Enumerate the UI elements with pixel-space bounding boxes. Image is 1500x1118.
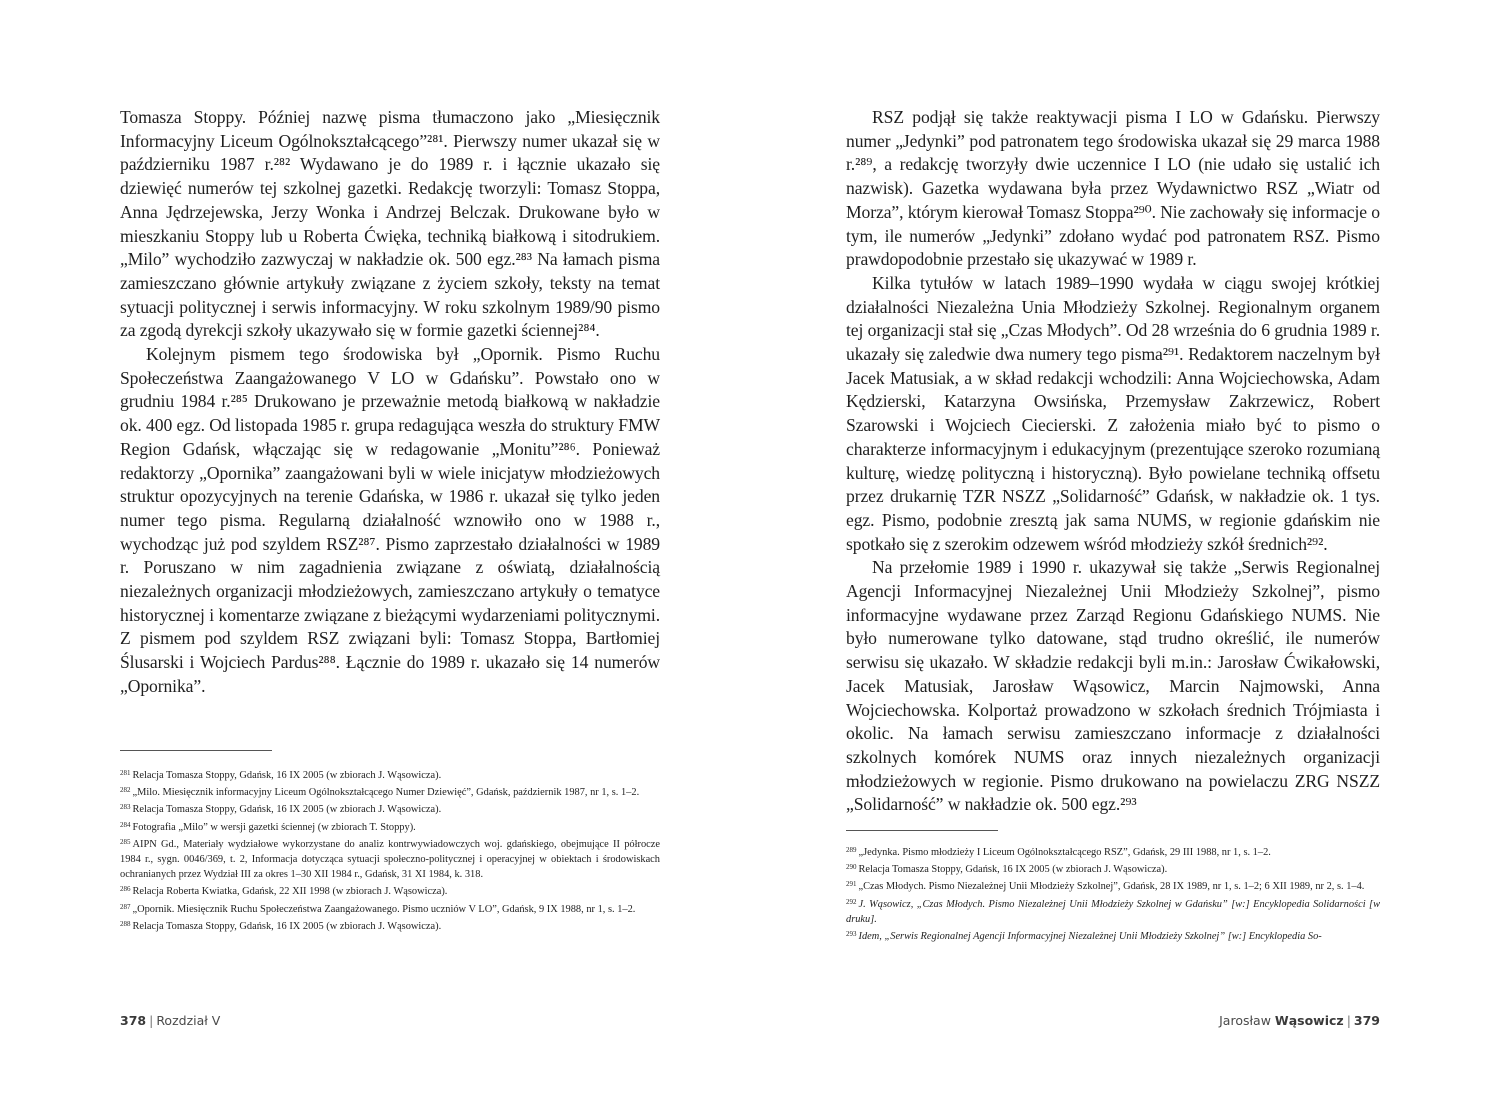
footnote-number: 287 — [120, 902, 131, 911]
footnote-text: Relacja Tomasza Stoppy, Gdańsk, 16 IX 2005 (w zbiorach J. Wąsowicza). — [132, 804, 442, 816]
footnote — [120, 766, 660, 783]
footnote — [846, 895, 1380, 927]
author-first-name: Jarosław — [1219, 1013, 1271, 1028]
footnote-text: Relacja Tomasza Stoppy, Gdańsk, 16 IX 2005 (w zbiorach J. Wąsowicza). — [132, 770, 442, 781]
footnote-number: 292 — [846, 897, 857, 906]
footnote — [120, 900, 660, 917]
right-page — [846, 0, 1380, 1118]
footnote — [120, 882, 660, 899]
footnote — [120, 783, 660, 800]
footnote-text: Idem, „Serwis Regionalnej Agencji Informacyjnej Niezależnej Unii Młodzieży Szkolnej” [w:] Encyklopedia So- — [858, 931, 1322, 943]
footnote — [120, 800, 660, 817]
left-page-folio — [120, 1013, 220, 1028]
footnote-text: „Czas Młodych. Pismo Niezależnej Unii Młodzieży Szkolnej”, Gdańsk, 28 IX 1989, nr 1, s. 1–2; 6 XII 1989, nr 2, s. 1–4. — [858, 881, 1365, 893]
footnote — [846, 843, 1380, 860]
footnote-number: 290 — [846, 863, 857, 872]
body-paragraph: Na przełomie 1989 i 1990 r. ukazywał się także „Serwis Regionalnej Agencji Informacyjnej Niezależnej Unii Młodzieży Szkolnej”, pismo informacyjne wydawane przez Zarząd Regionu Gdańskiego NUMS. Nie było numerowane tylko datowane, stąd trudno określić, ile numerów serwisu się ukazało. W składzie redakcji byli m.in.: Jarosław Ćwikałowski, Jacek Matusiak, Jarosław Wąsowicz, Marcin Najmowski, Anna Wojciechowska. Kolportaż prowadzono w szkołach średnich Trójmiasta i okolic. Na łamach serwisu zamieszczano informacje z działalności szkolnych komórek NUMS oraz innych niezależnych organizacji młodzieżowych w regionie. Pismo drukowano na powielaczu ZRG NSZZ „Solidarność” w nakładzie ok. 500 egz.²⁹³ — [846, 557, 1380, 815]
footnote-rule — [846, 830, 998, 831]
footnote — [846, 877, 1380, 894]
left-body-text — [120, 106, 660, 699]
footnote-number: 289 — [846, 846, 857, 854]
footnote-number: 283 — [120, 803, 131, 812]
footnote — [120, 818, 660, 835]
body-paragraph: Tomasza Stoppy. Później nazwę pisma tłumaczono jako „Miesięcznik Informacyjny Liceum Ogólnokształcącego”²⁸¹. Pierwszy numer ukazał się w październiku 1987 r.²⁸² Wydawano je do 1989 r. i łącznie ukazało się dziewięć numerów tej szkolnej gazetki. Redakcję tworzyli: Tomasz Stoppa, Anna Jędrzejewska, Jerzy Wonka i Andrzej Belczak. Drukowane było w mieszkaniu Stoppy lub u Roberta Ćwięka, techniką białkową i sitodrukiem. „Milo” wychodziło zazwyczaj w nakładzie ok. 500 egz.²⁸³ Na łamach pisma zamieszczano głównie artykuły związane z życiem szkoły, teksty na temat sytuacji politycznej i serwis informacyjny. W roku szkolnym 1989/90 pismo za zgodą dyrekcji szkoły ukazywało się w formie gazetki ściennej²⁸⁴. — [120, 107, 660, 341]
footnote-rule — [120, 750, 272, 751]
author-last-name: Wąsowicz — [1274, 1013, 1344, 1028]
footnote-number: 285 — [120, 837, 131, 846]
folio-separator: | — [149, 1013, 154, 1028]
footnote-text: Relacja Tomasza Stoppy, Gdańsk, 16 IX 2005 (w zbiorach J. Wąsowicza). — [132, 920, 442, 932]
left-footnotes — [120, 766, 660, 934]
footnote-number: 286 — [120, 885, 131, 894]
right-footnotes — [846, 843, 1380, 944]
footnote-number: 288 — [120, 919, 131, 928]
chapter-label: Rozdział V — [156, 1013, 221, 1028]
footnote — [846, 860, 1380, 877]
footnote — [120, 835, 660, 883]
body-paragraph: Kolejnym pismem tego środowiska był „Opornik. Pismo Ruchu Społeczeństwa Zaangażowanego V LO w Gdańsku”. Powstało ono w grudniu 1984 r.²⁸⁵ Drukowano je przeważnie metodą białkową w nakładzie ok. 400 egz. Od listopada 1985 r. grupa redagująca weszła do struktury FMW Region Gdańsk, włączając się w redagowanie „Monitu”²⁸⁶. Ponieważ redaktorzy „Opornika” zaangażowani byli w wiele inicjatyw młodzieżowych struktur opozycyjnych na terenie Gdańska, w 1986 r. ukazał się tylko jeden numer tego pisma. Regularną działalność wznowiło ono w 1988 r., wychodząc już pod szyldem RSZ²⁸⁷. Pismo zaprzestało działalności w 1989 r. Poruszano w nim zagadnienia związane z oświatą, działalnością niezależnych organizacji młodzieżowych, zamieszczano artykuły o tematyce historycznej i komentarze związane z bieżącymi wydarzeniami politycznymi. Z pismem pod szyldem RSZ związani byli: Tomasz Stoppa, Bartłomiej Ślusarski i Wojciech Pardus²⁸⁸. Łącznie do 1989 r. ukazało się 14 numerów „Opornika”. — [120, 344, 660, 696]
footnote — [120, 917, 660, 934]
footnote-text: „Opornik. Miesięcznik Ruchu Społeczeństwa Zaangażowanego. Pismo uczniów V LO”, Gdańsk, 9 IX 1988, nr 1, s. 1–2. — [132, 903, 636, 915]
footnote-number: 281 — [120, 769, 131, 777]
body-paragraph: RSZ podjął się także reaktywacji pisma I LO w Gdańsku. Pierwszy numer „Jedynki” pod patronatem tego środowiska ukazał się 29 marca 1988 r.²⁸⁹, a redakcję tworzyły dwie uczennice I LO (nie udało się ustalić ich nazwisk). Gazetka wydawana była przez Wydawnictwo RSZ „Wiatr od Morza”, którym kierował Tomasz Stoppa²⁹⁰. Nie zachowały się informacje o tym, ile numerów „Jedynki” zdołano wydać pod patronatem RSZ. Pismo prawdopodobnie przestało się ukazywać w 1989 r. — [846, 107, 1380, 270]
footnote-text: AIPN Gd., Materiały wydziałowe wykorzystane do analiz kontrwywiadowczych woj. gdańskiego, obejmujące II półrocze 1984 r., sygn. 0046/369, t. 2, Informacja dotycząca sytuacji społeczno-politycznej i operacyjnej w obiektach i środowiskach ochranianych przez Wydział III za okres 1–30 XII 1984 r., Gdańsk, 31 XI 1984, k. 318. — [120, 838, 660, 881]
right-page-folio — [1219, 1013, 1380, 1028]
footnote — [846, 927, 1380, 944]
footnote-text: „Jedynka. Pismo młodzieży I Liceum Ogólnokształcącego RSZ”, Gdańsk, 29 III 1988, nr 1, s. 1–2. — [858, 847, 1271, 858]
footnote-number: 284 — [120, 820, 131, 829]
page-number: 378 — [120, 1013, 147, 1028]
folio-separator: | — [1346, 1013, 1351, 1028]
right-body-text — [846, 106, 1380, 817]
page-number: 379 — [1353, 1013, 1380, 1028]
body-paragraph: Kilka tytułów w latach 1989–1990 wydała w ciągu swojej krótkiej działalności Niezależna Unia Młodzieży Szkolnej. Regionalnym organem tej organizacji stał się „Czas Młodych”. Od 28 września do 6 grudnia 1989 r. ukazały się zaledwie dwa numery tego pisma²⁹¹. Redaktorem naczelnym był Jacek Matusiak, a w skład redakcji wchodzili: Anna Wojciechowska, Adam Kędzierski, Katarzyna Owsińska, Przemysław Zakrzewicz, Robert Szarowski i Wojciech Ciecierski. Z założenia miało być to pismo o charakterze informacyjnym i edukacyjnym (prezentujące szeroko rozumianą kulturę, wiedzę polityczną i historyczną). Było powielane techniką offsetu przez drukarnię TZR NSZZ „Solidarność” Gdańsk, w nakładzie ok. 1 tys. egz. Pismo, podobnie zresztą jak sama NUMS, w regionie gdańskim nie spotkało się z szerokim odzewem wśród młodzieży szkół średnich²⁹². — [846, 272, 1380, 554]
footnote-number: 282 — [120, 786, 131, 795]
footnote-text: Fotografia „Milo” w wersji gazetki ściennej (w zbiorach T. Stoppy). — [132, 821, 416, 833]
footnote-text: „Milo. Miesięcznik informacyjny Liceum Ogólnokształcącego Numer Dziewięć”, Gdańsk, październik 1987, nr 1, s. 1–2. — [132, 787, 640, 799]
footnote-number: 291 — [846, 880, 857, 889]
footnote-text: J. Wąsowicz, „Czas Młodych. Pismo Niezależnej Unii Młodzieży Szkolnej w Gdańsku” [w:] Encyklopedia Solidarności [w druku]. — [846, 898, 1380, 925]
footnote-text: Relacja Tomasza Stoppy, Gdańsk, 16 IX 2005 (w zbiorach J. Wąsowicza). — [858, 864, 1168, 876]
footnote-number: 293 — [846, 930, 857, 939]
footnote-text: Relacja Roberta Kwiatka, Gdańsk, 22 XII 1998 (w zbiorach J. Wąsowicza). — [132, 886, 448, 898]
left-page — [120, 0, 660, 1118]
